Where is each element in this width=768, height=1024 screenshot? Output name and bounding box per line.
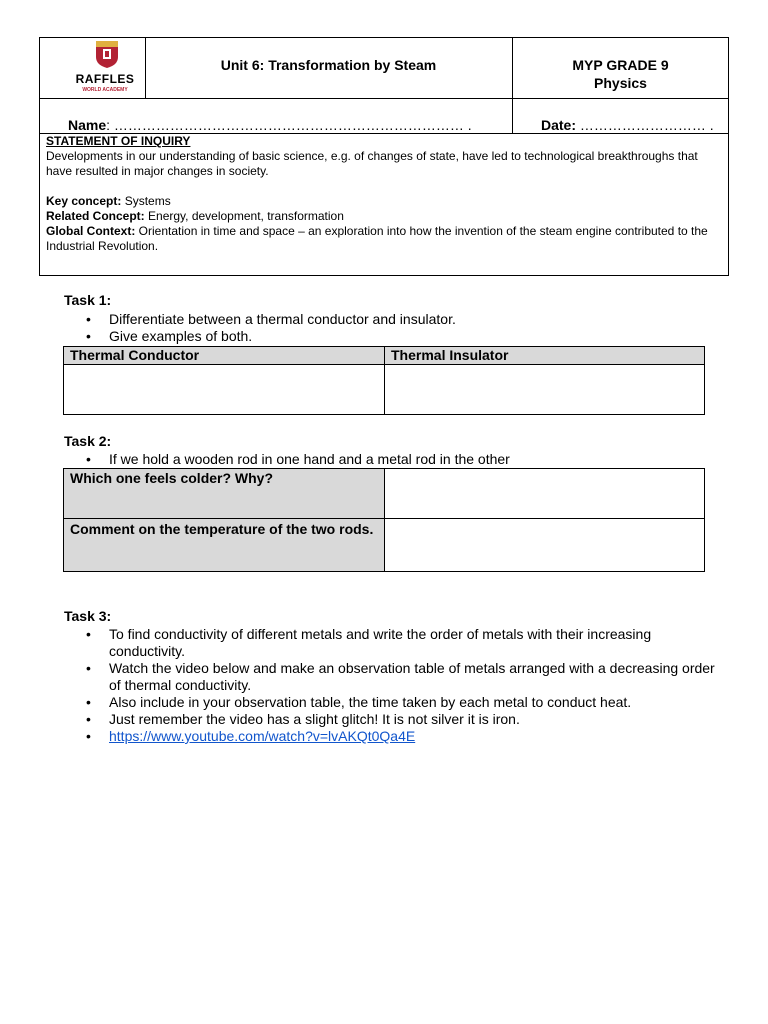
col-thermal-conductor: Thermal Conductor (64, 347, 385, 365)
task1-title: Task 1: (64, 292, 112, 308)
name-field[interactable] (40, 98, 513, 133)
related-concept (46, 209, 726, 224)
list-item: • Differentiate between a thermal conductor and insulator. (64, 311, 724, 328)
related-concept-label: Related Concept: (46, 209, 145, 223)
list-item: • Watch the video below and make an observation table of metals arranged with a decreasing order of thermal conductivity. (64, 660, 724, 694)
youtube-video-link[interactable]: https://www.youtube.com/watch?v=lvAKQt0Qa4E (109, 728, 416, 744)
date-label: Date: (541, 117, 577, 133)
date-dots: ……………………… . (576, 117, 714, 133)
task2-bullets (64, 451, 724, 468)
unit-title: Unit 6: Transformation by Steam (145, 38, 513, 98)
logo-name: RAFFLES (75, 72, 135, 86)
question-colder: Which one feels colder? Why? (64, 469, 385, 519)
name-label: Name (68, 117, 107, 133)
task1-table (63, 346, 705, 415)
related-concept-value: Energy, development, transformation (144, 209, 344, 223)
list-item: • Also include in your observation table, the time taken by each metal to conduct heat. (64, 694, 724, 711)
raffles-crest-icon (92, 39, 122, 69)
key-concept-label: Key concept: (46, 194, 122, 208)
task2-table (63, 468, 705, 572)
task2-title: Task 2: (64, 433, 112, 449)
list-item: • To find conductivity of different metals and write the order of metals with their increasing conductivity. (64, 626, 724, 660)
statement-of-inquiry (46, 134, 726, 254)
list-item-link (64, 728, 724, 745)
header-top-row (40, 38, 728, 99)
header-box (39, 37, 729, 276)
global-context-value: Orientation in time and space – an exploration into how the invention of the steam engine contributed to the Industrial Revolution. (46, 224, 708, 253)
question-temperature: Comment on the temperature of the two rods. (64, 519, 385, 572)
grade-cell (513, 38, 728, 98)
task3-bullets (64, 626, 724, 745)
logo-subtitle: WORLD ACADEMY (82, 87, 128, 93)
global-context-label: Global Context: (46, 224, 136, 238)
header-name-row (40, 98, 728, 134)
col-thermal-insulator: Thermal Insulator (385, 347, 705, 365)
colder-answer-cell[interactable] (385, 469, 705, 519)
soi-heading: STATEMENT OF INQUIRY (46, 134, 191, 148)
insulator-answer-cell[interactable] (385, 365, 705, 415)
key-concept-value: Systems (121, 194, 171, 208)
global-context (46, 224, 726, 254)
subject-label: Physics (594, 75, 647, 91)
conductor-answer-cell[interactable] (64, 365, 385, 415)
list-item: • Just remember the video has a slight glitch! It is not silver it is iron. (64, 711, 724, 728)
temperature-answer-cell[interactable] (385, 519, 705, 572)
logo-cell (40, 38, 146, 98)
grade-label: MYP GRADE 9 (572, 57, 669, 73)
date-field[interactable] (513, 98, 728, 133)
name-dots: : ………………………………………………………………… . (106, 117, 472, 133)
key-concept (46, 194, 726, 209)
task1-bullets (64, 311, 724, 345)
soi-text: Developments in our understanding of basic science, e.g. of changes of state, have led to technological breakthroughs that have resulted in major changes in society. (46, 149, 698, 178)
task3-title: Task 3: (64, 608, 112, 624)
list-item: • If we hold a wooden rod in one hand and a metal rod in the other (64, 451, 724, 468)
list-item: • Give examples of both. (64, 328, 724, 345)
